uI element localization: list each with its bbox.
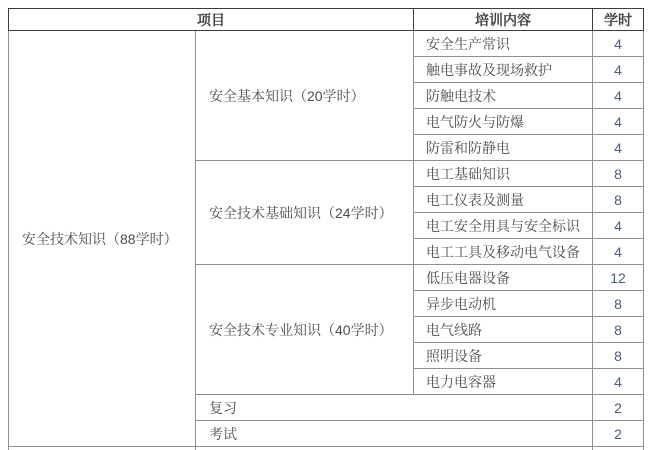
exam-cell: 考试 bbox=[196, 421, 593, 447]
hours-cell: 4 bbox=[593, 31, 644, 57]
partial-cell bbox=[593, 447, 644, 450]
content-cell: 照明设备 bbox=[414, 343, 593, 369]
partial-cutoff-row bbox=[9, 447, 644, 450]
content-cell: 异步电动机 bbox=[414, 291, 593, 317]
group-cell-tech-pro: 安全技术专业知识（40学时） bbox=[196, 265, 414, 395]
hours-cell: 8 bbox=[593, 187, 644, 213]
content-cell: 电气线路 bbox=[414, 317, 593, 343]
training-schedule-table bbox=[8, 8, 644, 450]
hours-cell: 4 bbox=[593, 135, 644, 161]
hours-cell: 4 bbox=[593, 57, 644, 83]
category-cell: 安全技术知识（88学时） bbox=[9, 31, 196, 447]
table-row bbox=[9, 31, 644, 57]
header-project: 项目 bbox=[9, 9, 414, 31]
hours-cell: 8 bbox=[593, 317, 644, 343]
header-content: 培训内容 bbox=[414, 9, 593, 31]
content-cell: 电工安全用具与安全标识 bbox=[414, 213, 593, 239]
hours-cell: 2 bbox=[593, 395, 644, 421]
hours-cell: 8 bbox=[593, 343, 644, 369]
header-hours: 学时 bbox=[593, 9, 644, 31]
hours-cell: 4 bbox=[593, 83, 644, 109]
content-cell: 电工工具及移动电气设备 bbox=[414, 239, 593, 265]
content-cell: 电力电容器 bbox=[414, 369, 593, 395]
header-row bbox=[9, 9, 644, 31]
content-cell: 触电事故及现场救护 bbox=[414, 57, 593, 83]
hours-cell: 8 bbox=[593, 161, 644, 187]
content-cell: 电工基础知识 bbox=[414, 161, 593, 187]
content-cell: 电工仪表及测量 bbox=[414, 187, 593, 213]
content-cell: 低压电器设备 bbox=[414, 265, 593, 291]
group-cell-basic: 安全基本知识（20学时） bbox=[196, 31, 414, 161]
hours-cell: 8 bbox=[593, 291, 644, 317]
hours-cell: 2 bbox=[593, 421, 644, 447]
content-cell: 防雷和防静电 bbox=[414, 135, 593, 161]
hours-cell: 4 bbox=[593, 213, 644, 239]
hours-cell: 4 bbox=[593, 369, 644, 395]
hours-cell: 12 bbox=[593, 265, 644, 291]
partial-cell bbox=[9, 447, 196, 450]
review-cell: 复习 bbox=[196, 395, 593, 421]
group-cell-tech-basic: 安全技术基础知识（24学时） bbox=[196, 161, 414, 265]
partial-cell bbox=[196, 447, 593, 450]
content-cell: 电气防火与防爆 bbox=[414, 109, 593, 135]
hours-cell: 4 bbox=[593, 109, 644, 135]
content-cell: 防触电技术 bbox=[414, 83, 593, 109]
hours-cell: 4 bbox=[593, 239, 644, 265]
content-cell: 安全生产常识 bbox=[414, 31, 593, 57]
